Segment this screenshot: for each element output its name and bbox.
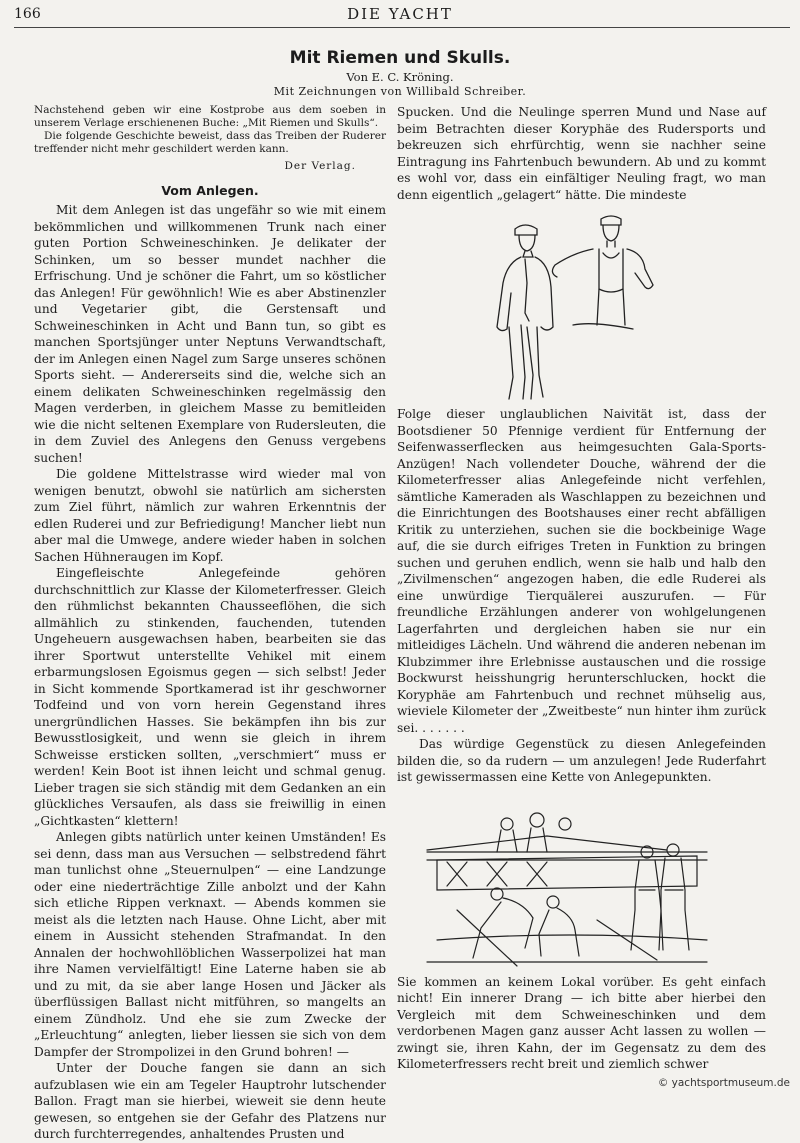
paragraph: Folge dieser unglaublichen Naivität ist, dass der Bootsdiener 50 Pfennige verdient für Entfernung der Seifenwasserflecken aus heimgesuchten Gala-Sports-Anzügen! Nach vollendeter Douche, während der die Kilometerfresser alias Anlegefeinde nicht verfehlen, sämtliche Kameraden als Waschlappen zu bezeichnen und die Einrichtungen des Bootshauses einer recht abfälligen Kritik zu unterziehen, suchen sie die bockbeinige Wage auf, die sie durch eifriges Treten in Funktion zu bringen suchen und geruhen endlich, wenn sie halb und halb den „Zivilmenschen“ angezogen haben, die edle Ruderei als eine unwürdige Tierquälerei auszurufen. — Für freundliche Erzählungen anderer von wohlgelungenen Lagerfahrten und dergleichen haben sie nur ein mitleidiges Lächeln. Und während die anderen nebenan im Klubzimmer ihre Erlebnisse austauschen und die rossige Bockwurst heisshungrig herunterschlucken, hockt die Koryphäe am Fahrtenbuch und rechnet mühselig aus, wieviele Kilometer der „Zweitbeste“ nun hinter ihm zurück sei. . . . . . . — [397, 407, 766, 735]
page-number: 166 — [14, 6, 41, 22]
paragraph: Unter der Douche fangen sie dann an sich aufzublasen wie ein am Tegeler Hauptrohr lutschender Ballon. Fragt man sie hierbei, wieweit sie denn heute gewesen, so entgehen sie der Gefahr des Platzens nur durch furchterregendes, anhaltendes Prusten und — [34, 1061, 386, 1141]
paragraph: Eingefleischte Anlegefeinde gehören durchschnittlich zur Klasse der Kilometerfresser. Gleich den rühmlichst bekannten Chausseeflöhen, die sich allmählich zu stinkenden, fauchenden, tutenden Ungeheuern ausgewachsen haben, bearbeiten sie das ihrer Sportwut unterstellte Vehikel mit einem erbarmungslosen Egoismus gegen — sich selbst! Jeder in Sicht kommende Sportkamerad ist ihr geschworner Todfeind und von vorn herein Gegenstand ihres unergründlichen Hasses. Sie bekämpfen ihn bis zur Bewusstlosigkeit, und wenn sie gleich in ihrem Schweisse ersticken sollten, „verschmiert“ muss er werden! Kein Boot ist ihnen leicht und schmal genug. Lieber tragen sie sich ständig mit dem Gedanken an ein glückliches Versaufen, als dass sie freiwillig in einen „Gichtkasten“ klettern! — [34, 566, 386, 828]
right-column — [397, 104, 766, 1073]
preface-signature: Der Verlag. — [284, 160, 356, 172]
watermark: © yachtsportmuseum.de — [657, 1077, 790, 1089]
paragraph: Das würdige Gegenstück zu diesen Anlegefeinden bilden die, so da rudern — um anzulegen! Jede Ruderfahrt ist gewissermassen eine Kette von Anlegepunkten. — [397, 737, 766, 784]
preface-line: Die folgende Geschichte beweist, dass das Treiben der Ruderer treffender nicht mehr geschildert werden kann. — [34, 130, 386, 155]
paragraph: Anlegen gibts natürlich unter keinen Umständen! Es sei denn, dass man aus Versuchen — selbstredend fährt man tunlichst ohne „Steuernulpen“ — eine Landzunge oder eine niederträchtige Zille anbolzt und der Kahn sich etliche Rippen verknaxt. — Abends kommen sie meist als die letzten nach Hause. Ohne Licht, aber mit einem in Aussicht stehenden Strafmandat. In den Annalen der hochwohllöblichen Wasserpolizei hat man ihre Namen vervielfältigt! Eine Laterne haben sie ab und zu mit, da sie aber lange Hosen und Jäcker als überflüssigen Ballast nicht mitführen, so mangelts an einem Zündholz. Und ehe sie zum Zwecke der „Erleuchtung“ anlegten, lieber liessen sie sich von dem Dampfer der Strompolizei in den Grund bohren! — — [34, 830, 386, 1059]
paragraph: Sie kommen an keinem Lokal vorüber. Es geht einfach nicht! Ein innerer Drang — ich bitte aber hierbei den Vergleich mit dem Schweineschinken und dem verdorbenen Magen ganz ausser Acht lassen zu wollen — zwingt sie, ihren Kahn, der im Gegensatz zu dem des Kilometerfressers recht breit und ziemlich schwer — [397, 974, 766, 1071]
journal-name: DIE YACHT — [347, 5, 453, 23]
article-title: Mit Riemen und Skulls. — [289, 48, 511, 68]
paragraph: Die goldene Mittelstrasse wird wieder mal von wenigen benutzt, obwohl sie natürlich am sichersten zum Ziel führt, nämlich zur wahren Erkenntnis der edlen Ruderei und zur Befriedigung! Mancher liebt nun aber mal die Umwege, andere wieder haben in solchen Sachen Hühneraugen im Kopf. — [34, 467, 386, 564]
preface-line: Nachstehend geben wir eine Kostprobe aus dem soeben in unserem Verlage erschienenen Buche: „Mit Riemen und Skulls“. — [34, 104, 386, 129]
section-heading: Vom Anlegen. — [161, 182, 259, 198]
illustration-boathouse-scene — [417, 790, 717, 970]
left-column — [34, 104, 386, 1143]
header-rule — [14, 27, 790, 28]
paragraph: Mit dem Anlegen ist das ungefähr so wie mit einem bekömmlichen und willkommenen Trunk nach einer guten Portion Schweineschinken. Je delikater der Schinken, um so besser mundet nachher die Erfrischung. Und je schöner die Fahrt, um so köstlicher das Anlegen! Für gewöhnlich! Wie es aber Abstinenzler und Vegetarier gibt, die Gerstensaft und Schweineschinken in Acht und Bann tun, so gibt es manchen Sportsjünger unter Neptuns Verwandtschaft, der im Anlegen einen Nagel zum Sarge unseres schönen Sports sieht. — Andererseits sind die, welche sich an einem delikaten Schweineschinken regelmässig den Magen verderben, in gleichem Masse zu bemitleiden wie die nicht seltenen Exemplare von Rudersleuten, die in dem Zuviel des Anlegens den Genuss vergebens suchen! — [34, 203, 386, 465]
article-illustrator: Mit Zeichnungen von Willibald Schreiber. — [273, 85, 527, 98]
article-author: Von E. C. Kröning. — [346, 70, 454, 84]
illustration-two-rowers — [475, 207, 675, 402]
paragraph: Spucken. Und die Neulinge sperren Mund und Nase auf beim Betrachten dieser Koryphäe des Rudersports und bekreuzen sich ehrfürchtig, wenn sie nachher seine Eintragung ins Fahrtenbuch bewundern. Ab und zu kommt es wohl vor, dass ein einfältiger Neuling fragt, wo man denn eigentlich „gelagert“ hätte. Die mindeste — [397, 105, 766, 202]
preface — [34, 104, 386, 156]
